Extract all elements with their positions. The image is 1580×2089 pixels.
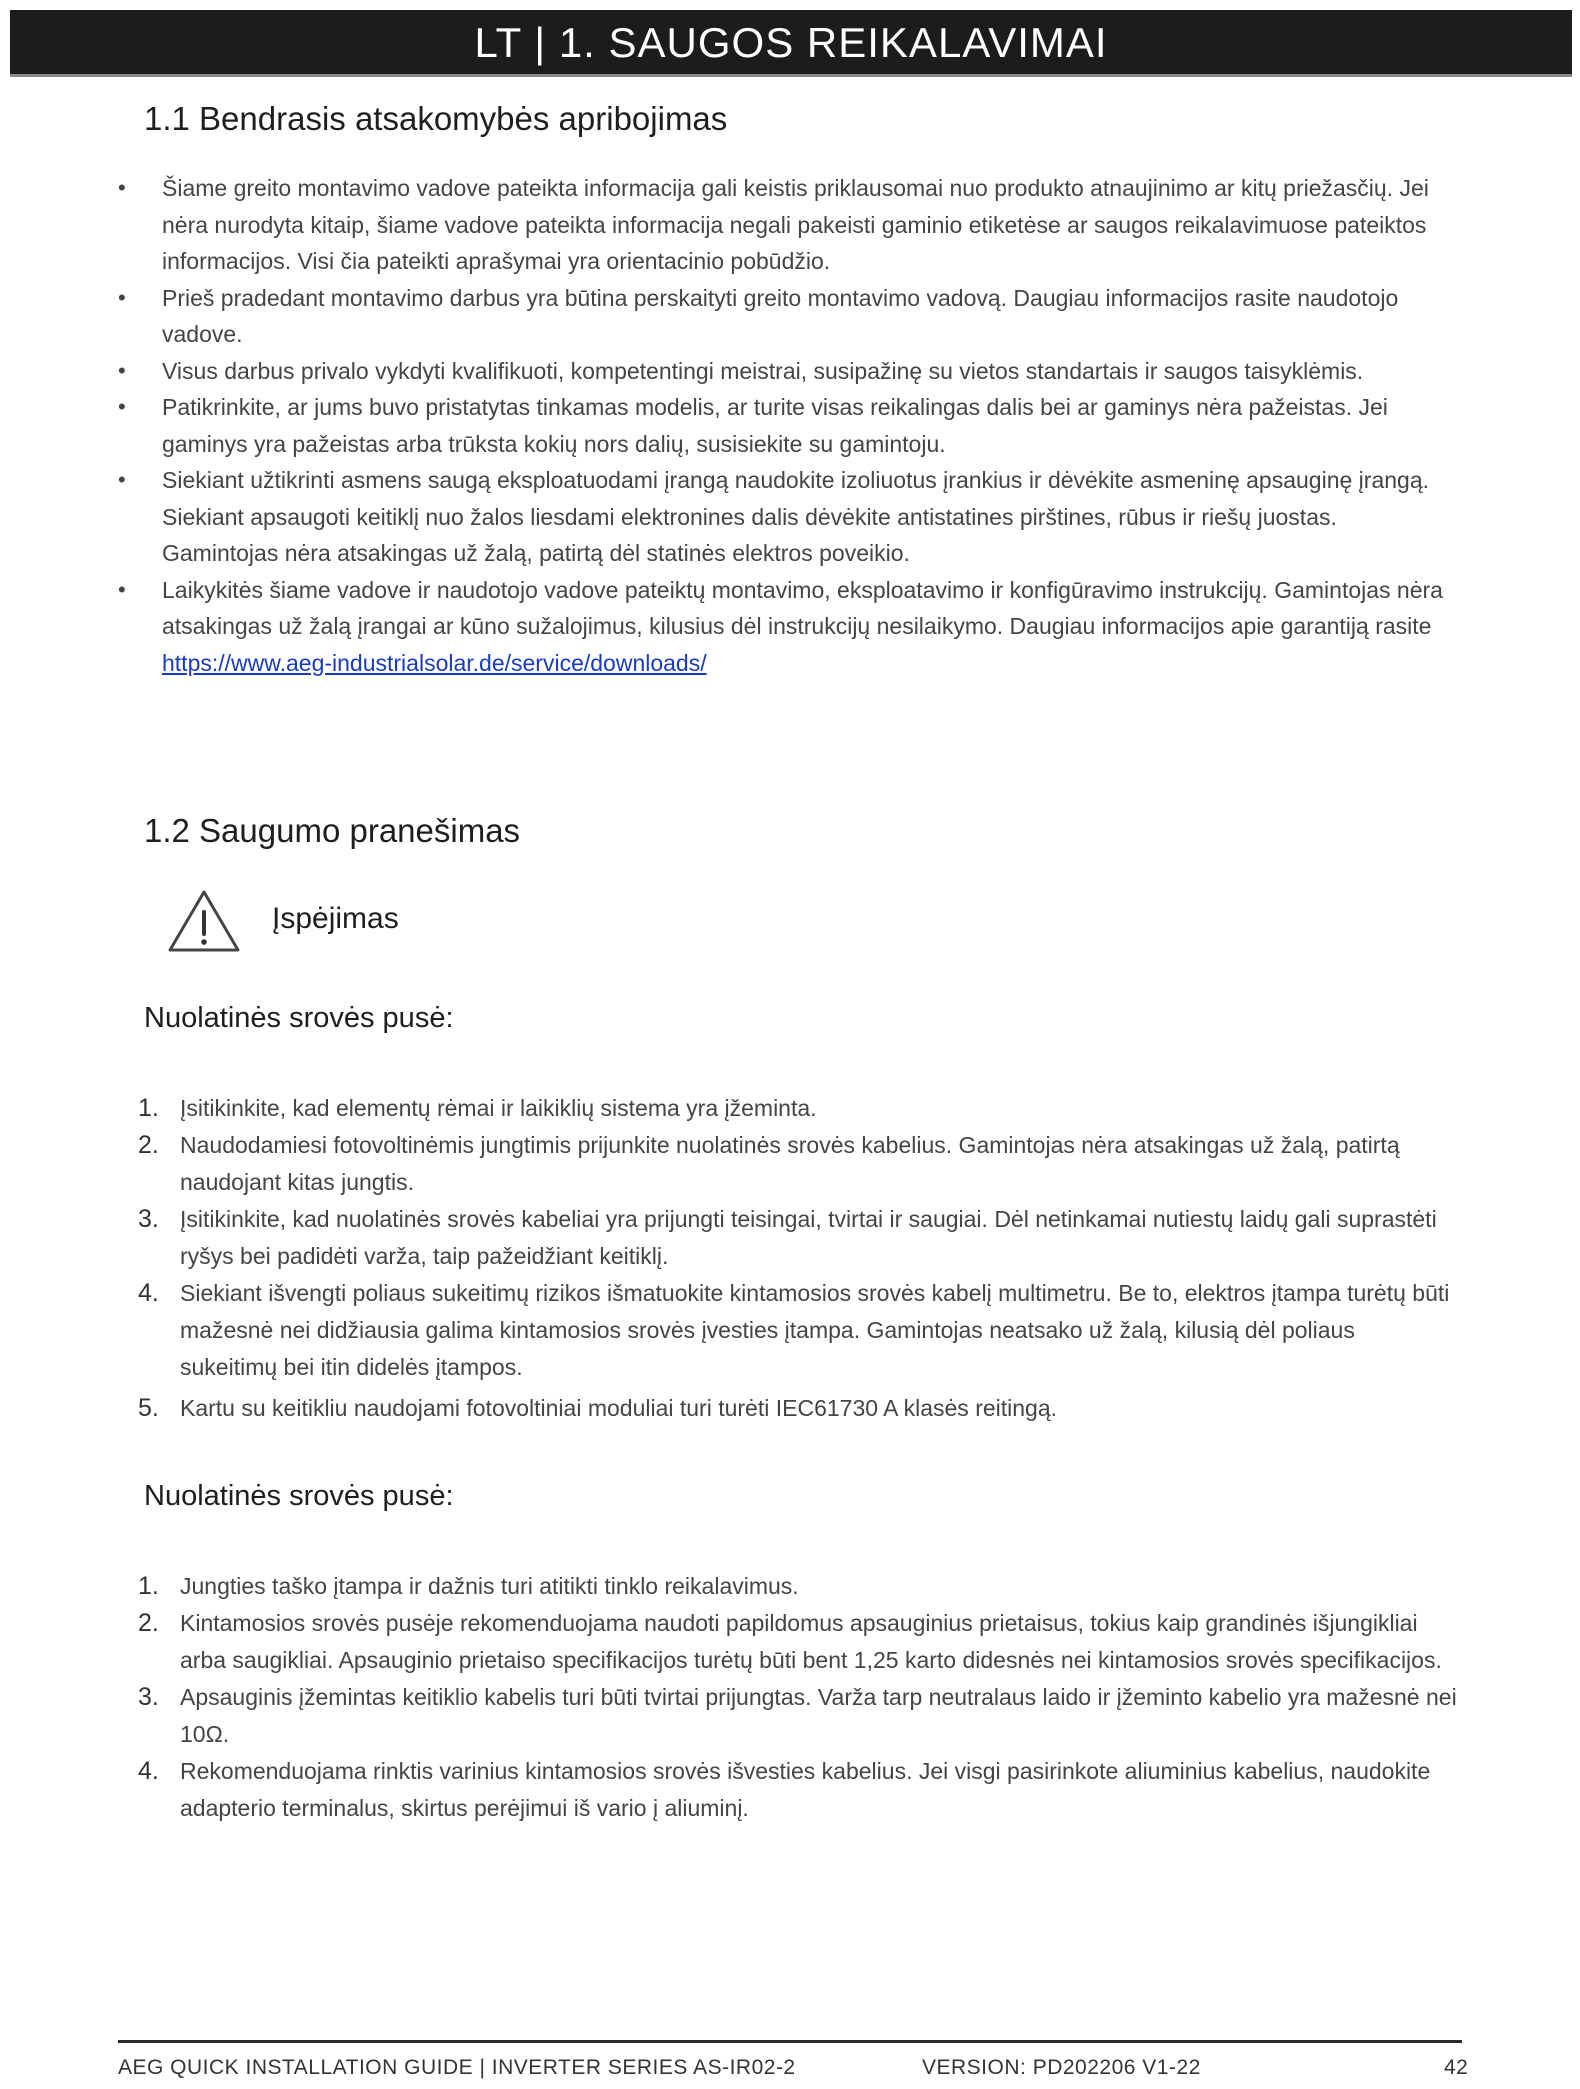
list-item: 2. Naudodamiesi fotovoltinėmis jungtimis prijunkite nuolatinės srovės kabelius. Gamintojas nėra atsakingas už žalą, patirtą naudojant kitas jungtis. xyxy=(138,1127,1458,1201)
footer-page-number: 42 xyxy=(1444,2056,1469,2079)
footer-divider xyxy=(118,2040,1462,2043)
warning-triangle-icon xyxy=(166,888,242,954)
list-item: 1. Jungties taško įtampa ir dažnis turi atitikti tinklo reikalavimus. xyxy=(138,1568,1458,1605)
list-item: 4. Siekiant išvengti poliaus sukeitimų rizikos išmatuokite kintamosios srovės kabelį multimetru. Be to, elektros įtampa turėtų būti mažesnė nei didžiausia galima kintamosios srovės įvesties įtampa. Gamintojas neatsako už žalą, kilusią dėl poliaus sukeitimų bei itin didelės įtampos. xyxy=(138,1275,1458,1386)
list-item: • Siekiant užtikrinti asmens saugą eksploatuodami įrangą naudokite izoliuotus įrankius ir dėvėkite asmeninę apsauginę įrangą. Siekiant apsaugoti keitiklį nuo žalos liesdami elektronines dalis dėvėkite antistatines pirštines, rūbus ir riešų juostas. Gamintojas nėra atsakingas už žalą, patirtą dėl statinės elektros poveikio. xyxy=(118,462,1458,572)
list-item: 3. Įsitikinkite, kad nuolatinės srovės kabeliai yra prijungti teisingai, tvirtai ir saugiai. Dėl netinkamai nutiestų laidų gali suprastėti ryšys bei padidėti varža, taip pažeidžiant keitiklį. xyxy=(138,1201,1458,1275)
warranty-downloads-link[interactable]: https://www.aeg-industrialsolar.de/service/downloads/ xyxy=(162,649,707,676)
list-item-number: 4. xyxy=(138,1757,159,1785)
list-item: • Patikrinkite, ar jums buvo pristatytas tinkamas modelis, ar turite visas reikalingas dalis bei ar gaminys nėra pažeistas. Jei gaminys yra pažeistas arba trūksta kokių nors dalių, susisiekite su gamintoju. xyxy=(118,389,1458,462)
ac-side-numbered-list xyxy=(138,1568,1458,1827)
warning-label: Įspėjimas xyxy=(272,902,399,935)
bullet-icon: • xyxy=(118,467,126,492)
list-item-number: 1. xyxy=(138,1572,159,1600)
list-item-number: 2. xyxy=(138,1609,159,1637)
list-item: 3. Apsauginis įžemintas keitiklio kabelis turi būti tvirtai prijungtas. Varža tarp neutralaus laido ir įžeminto kabelio yra mažesnė nei 10Ω. xyxy=(138,1679,1458,1753)
subsection-heading-dc-side: Nuolatinės srovės pusė: xyxy=(144,1002,454,1034)
dc-side-numbered-list xyxy=(138,1090,1458,1427)
bullet-icon: • xyxy=(118,284,126,310)
footer-guide-title: AEG QUICK INSTALLATION GUIDE | INVERTER SERIES AS-IR02-2 xyxy=(118,2056,796,2079)
bullet-icon: • xyxy=(118,175,126,200)
list-item: 4. Rekomenduojama rinktis varinius kintamosios srovės išvesties kabelius. Jei visgi pasirinkote aliuminius kabelius, naudokite adapterio terminalus, skirtus perėjimui iš vario į aliuminį. xyxy=(138,1753,1458,1827)
list-item: 1. Įsitikinkite, kad elementų rėmai ir laikiklių sistema yra įžeminta. xyxy=(138,1090,1458,1127)
list-item: 2. Kintamosios srovės pusėje rekomenduojama naudoti papildomus apsauginius prietaisus, tokius kaip grandinės išjungikliai arba saugikliai. Apsauginio prietaiso specifikacijos turėtų būti bent 1,25 karto didesnės nei kintamosios srovės specifikacijos. xyxy=(138,1605,1458,1679)
bullet-icon: • xyxy=(118,576,126,602)
section-heading-safety-notice: 1.2 Saugumo pranešimas xyxy=(144,812,521,849)
list-item-number: 2. xyxy=(138,1131,159,1159)
bullet-icon: • xyxy=(118,394,126,419)
list-item-number: 3. xyxy=(138,1683,159,1711)
list-item-number: 4. xyxy=(138,1279,159,1307)
subsection-heading-ac-side: Nuolatinės srovės pusė: xyxy=(144,1480,454,1512)
disclaimer-bullet-list xyxy=(118,170,1458,681)
page-header-title: LT | 1. SAUGOS REIKALAVIMAI xyxy=(474,19,1108,66)
section-heading-disclaimer: 1.1 Bendrasis atsakomybės apribojimas xyxy=(144,100,728,137)
list-item: • Prieš pradedant montavimo darbus yra būtina perskaityti greito montavimo vadovą. Daugiau informacijos rasite naudotojo vadove. xyxy=(118,280,1458,353)
page-header-bar xyxy=(10,10,1572,77)
list-item-number: 1. xyxy=(138,1094,159,1122)
list-item: • Šiame greito montavimo vadove pateikta informacija gali keistis priklausomai nuo produkto atnaujinimo ar kitų priežasčių. Jei nėra nurodyta kitaip, šiame vadove pateikta informacija negali pakeisti gaminio etiketėse ar saugos reikalavimuose pateiktos informacijos. Visi čia pateikti aprašymai yra orientacinio pobūdžio. xyxy=(118,170,1458,280)
list-item: • Laikykitės šiame vadove ir naudotojo vadove pateiktų montavimo, eksploatavimo ir konfigūravimo instrukcijų. Gamintojas nėra atsakingas už žalą įrangai ar kūno sužalojimus, kilusius dėl instrukcijų nesilaikymo. Daugiau informacijos apie garantiją rasite https://www.aeg-industrialsolar.de/service/downloads/ xyxy=(118,572,1458,682)
list-item: 5. Kartu su keitikliu naudojami fotovoltiniai moduliai turi turėti IEC61730 A klasės reitingą. xyxy=(138,1390,1458,1427)
bullet-icon: • xyxy=(118,357,126,383)
list-item: • Visus darbus privalo vykdyti kvalifikuoti, kompetentingi meistrai, susipažinę su vietos standartais ir saugos taisyklėmis. xyxy=(118,353,1458,390)
list-item-number: 5. xyxy=(138,1394,159,1422)
list-item-number: 3. xyxy=(138,1205,159,1233)
footer-version: VERSION: PD202206 V1-22 xyxy=(922,2056,1201,2079)
